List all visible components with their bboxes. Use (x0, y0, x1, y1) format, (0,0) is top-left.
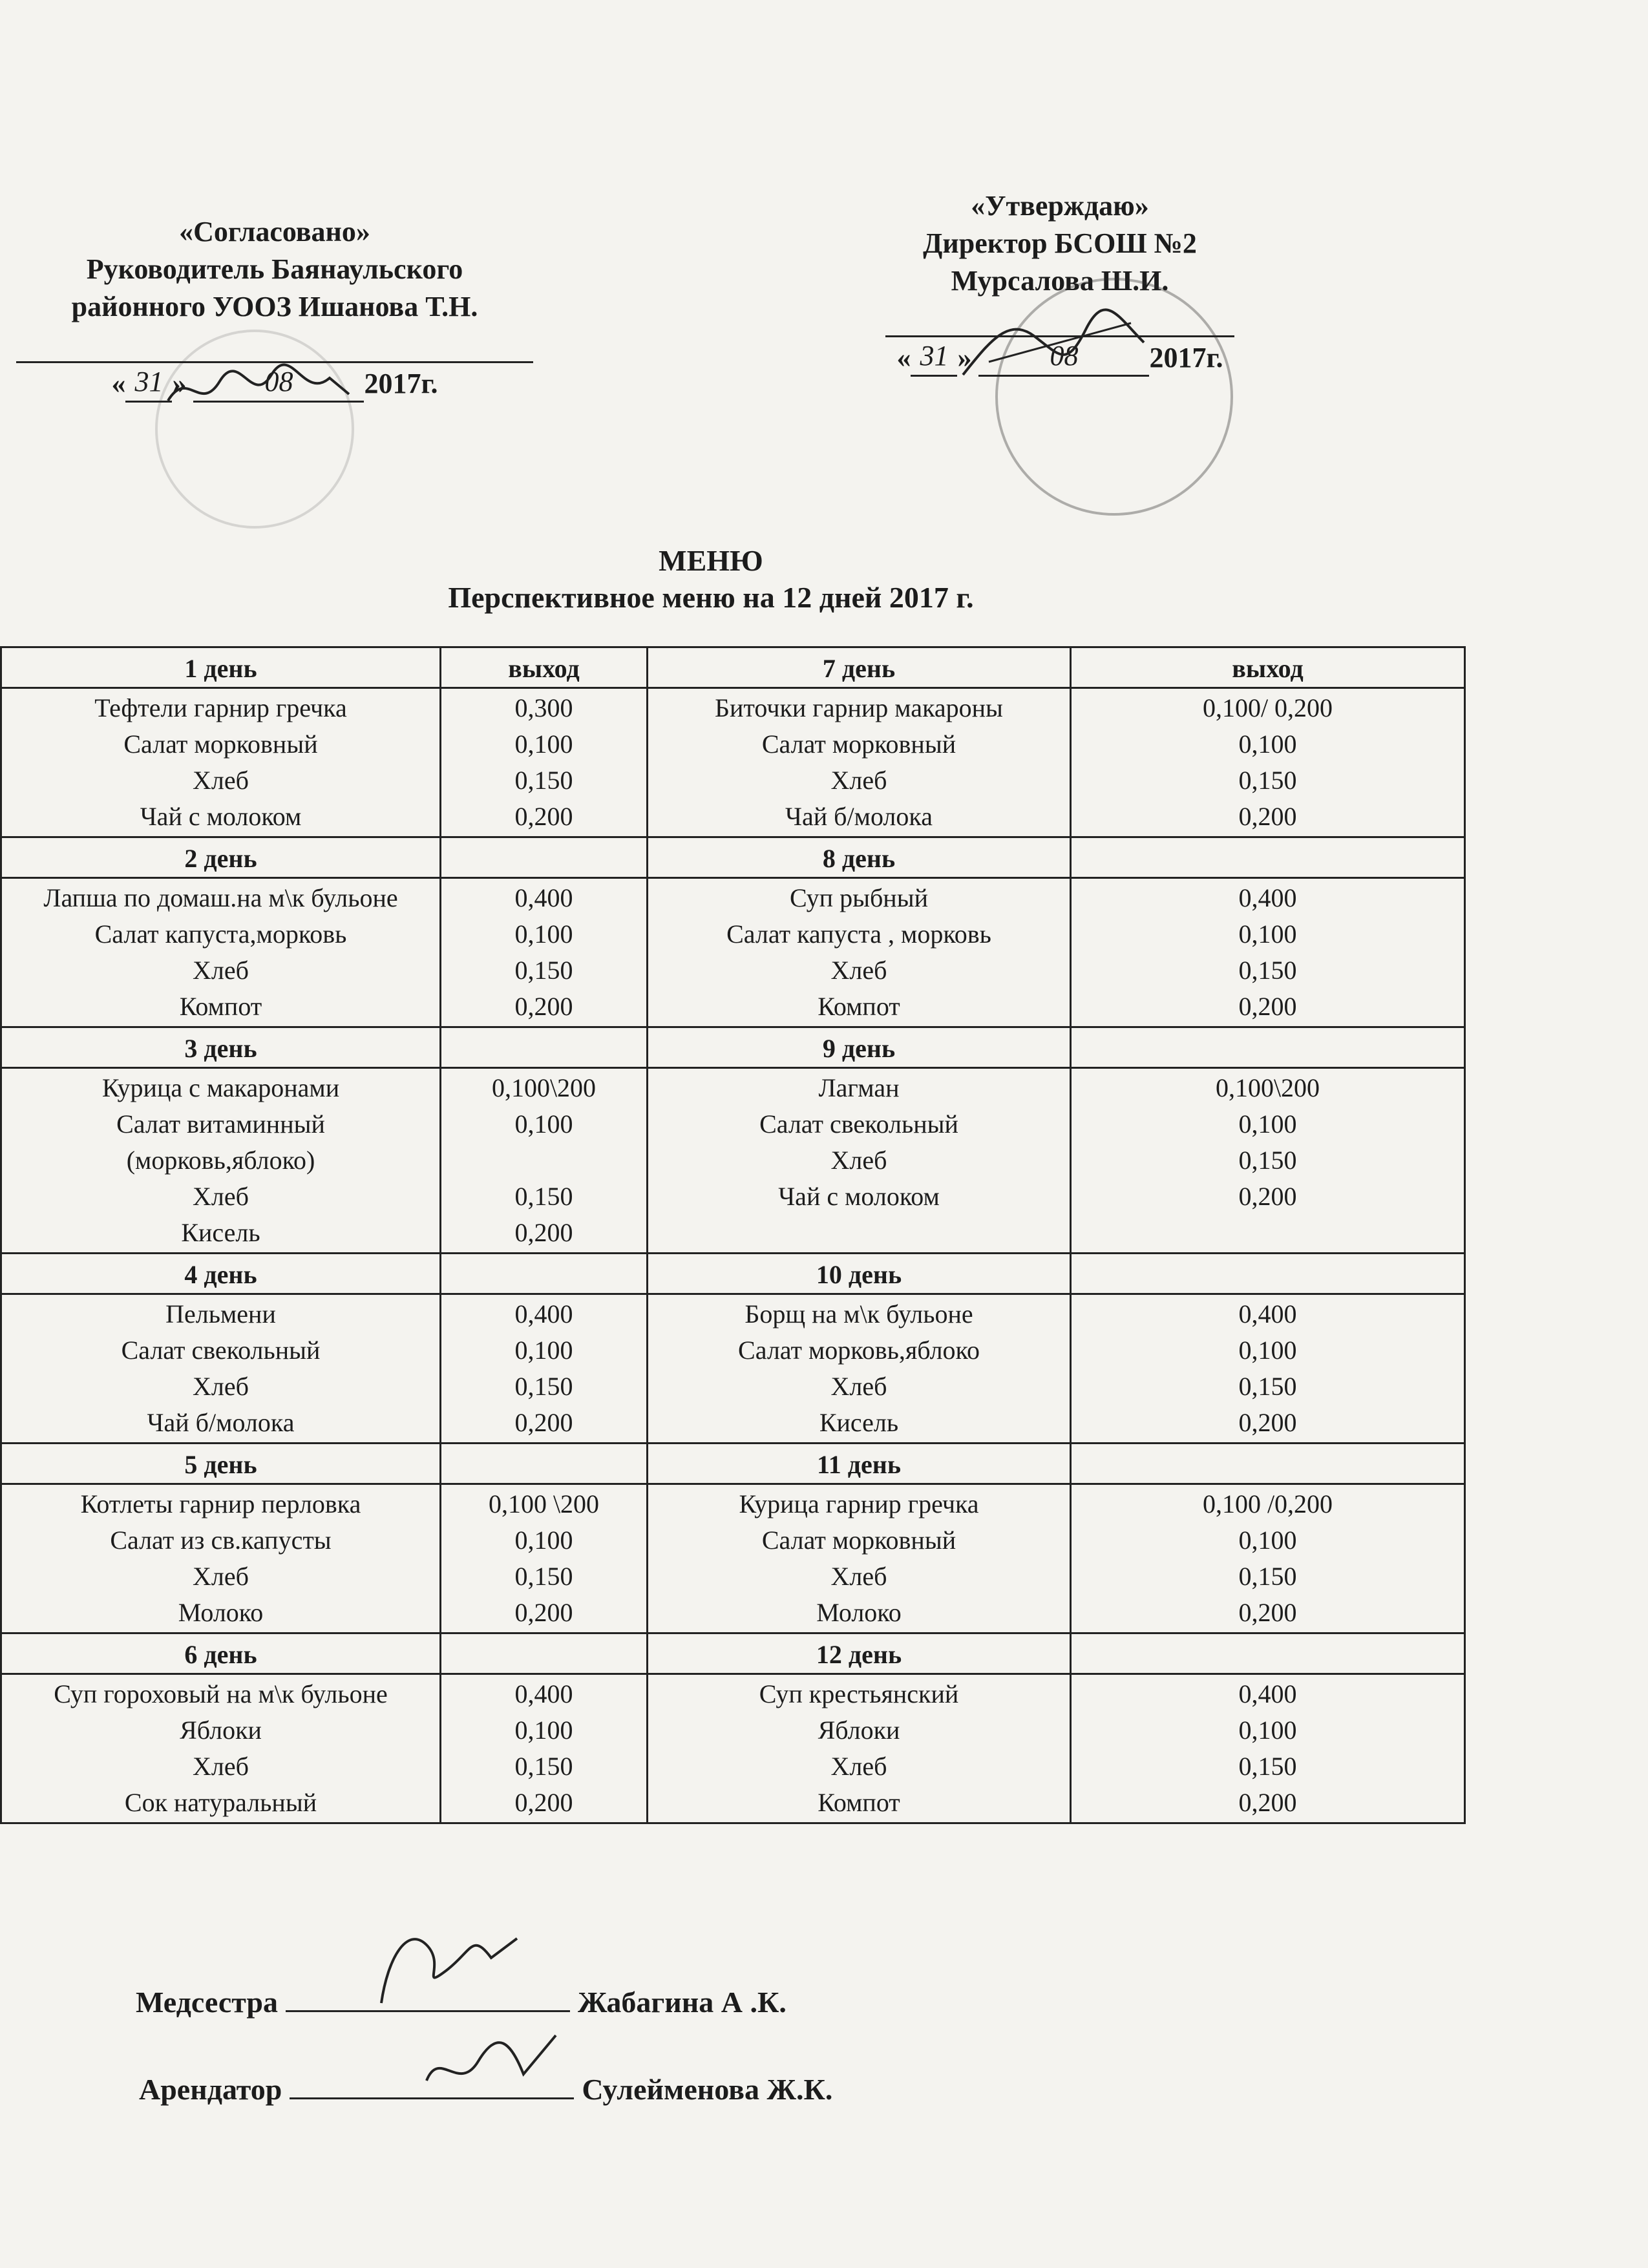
output-list-cell (441, 688, 648, 837)
menu-dish: Сок натуральный (124, 1788, 317, 1817)
empty-cell (441, 1254, 648, 1294)
menu-dish: Хлеб (193, 766, 249, 795)
table-row (1, 878, 1465, 1027)
menu-dish: Лагман (818, 1073, 900, 1102)
menu-dish: Тефтели гарнир гречка (94, 693, 347, 722)
table-row (1, 1254, 1465, 1294)
menu-dish: Хлеб (830, 1562, 887, 1591)
document-title: МЕНЮ (659, 544, 763, 577)
menu-dish: Компот (179, 992, 262, 1021)
menu-output-value: 0,200 (514, 992, 573, 1021)
menu-dish: Лапша по домаш.на м\к бульоне (43, 883, 398, 912)
menu-output-value: 0,100\200 (491, 1073, 597, 1102)
menu-output-value: 0,150 (514, 766, 573, 795)
menu-dish: Хлеб (830, 1146, 887, 1175)
menu-dish: Чай с молоком (778, 1182, 940, 1211)
signature-blank (290, 2068, 574, 2099)
menu-dish: Салат морковный (761, 1526, 956, 1555)
menu-dish: Суп крестьянский (759, 1679, 959, 1708)
day-label: 5 день (1, 1444, 441, 1484)
menu-dish: Салат свекольный (759, 1109, 958, 1139)
menu-output-value: 0,150 (514, 1372, 573, 1401)
menu-dish: Компот (818, 992, 900, 1021)
menu-dish: Салат морковный (761, 730, 956, 759)
day-label: 9 день (648, 1027, 1071, 1068)
menu-dish: Салат капуста,морковь (94, 919, 347, 949)
day-label: 8 день (648, 837, 1071, 878)
menu-output-value: 0,200 (514, 1218, 573, 1247)
menu-dish: Биточки гарнир макароны (715, 693, 1003, 722)
empty-cell (1071, 837, 1465, 878)
menu-dish: Пельмени (165, 1299, 276, 1328)
menu-output-value: 0,200 (1238, 992, 1297, 1021)
dish-list-cell (1, 1068, 441, 1254)
dish-list-cell (648, 688, 1071, 837)
menu-output-value: 0,200 (514, 1598, 573, 1627)
menu-output-value: 0,300 (514, 693, 573, 722)
dish-list-cell (1, 688, 441, 837)
menu-dish: Компот (818, 1788, 900, 1817)
menu-dish: Хлеб (193, 956, 249, 985)
dish-list-cell (1, 1674, 441, 1823)
menu-output-value: 0,100 (1238, 1109, 1297, 1139)
signature-blank (286, 1980, 570, 2012)
day-label: 4 день (1, 1254, 441, 1294)
menu-output-value: 0,200 (1238, 1408, 1297, 1437)
menu-output-value: 0,400 (1238, 1299, 1297, 1328)
day-label: 7 день (648, 647, 1071, 688)
dish-list-cell (1, 1484, 441, 1633)
menu-output-value (445, 1142, 642, 1179)
approval-date: « 31 » 08 2017г. (834, 337, 1286, 377)
menu-dish: Курица с макаронами (101, 1073, 340, 1102)
menu-dish: Хлеб (830, 956, 887, 985)
date-year: 2017г. (364, 368, 438, 399)
menu-dish: Молоко (816, 1598, 902, 1627)
menu-output-value: 0,150 (514, 1752, 573, 1781)
menu-dish: Салат морковь,яблоко (738, 1336, 980, 1365)
empty-cell (1071, 1444, 1465, 1484)
table-row (1, 837, 1465, 878)
menu-output-value: 0,400 (1238, 1679, 1297, 1708)
menu-dish: Чай б/молока (147, 1408, 295, 1437)
empty-cell (1071, 1633, 1465, 1674)
date-day: 31 (125, 363, 172, 403)
menu-dish: Салат из св.капусты (110, 1526, 332, 1555)
output-column-header: выход (441, 647, 648, 688)
menu-output-value: 0,200 (1238, 1788, 1297, 1817)
menu-dish: Кисель (181, 1218, 260, 1247)
nurse-signature-line (136, 1980, 787, 2019)
menu-dish: Хлеб (830, 1372, 887, 1401)
output-list-cell (441, 1294, 648, 1444)
menu-output-value: 0,150 (514, 956, 573, 985)
day-label: 2 день (1, 837, 441, 878)
menu-output-value: 0,150 (514, 1562, 573, 1591)
menu-dish: Хлеб (830, 766, 887, 795)
menu-dish: Яблоки (818, 1716, 900, 1745)
approval-title: «Утверждаю» (971, 190, 1149, 222)
approval-line: Директор БСОШ №2 (923, 227, 1197, 259)
menu-output-value: 0,150 (514, 1182, 573, 1211)
menu-output-value: 0,100 \200 (488, 1489, 600, 1518)
day-label: 3 день (1, 1027, 441, 1068)
menu-output-value: 0,100 (1238, 1716, 1297, 1745)
menu-dish: Салат капуста , морковь (726, 919, 991, 949)
table-row (1, 1068, 1465, 1254)
table-row (1, 1294, 1465, 1444)
approval-date: « 31 » 08 2017г. (0, 363, 549, 403)
output-list-cell (1071, 878, 1465, 1027)
output-column-header: выход (1071, 647, 1465, 688)
menu-dish: (морковь,яблоко) (126, 1146, 315, 1175)
table-row (1, 1674, 1465, 1823)
menu-dish: Салат морковный (123, 730, 318, 759)
table-row (1, 1027, 1465, 1068)
table-row (1, 647, 1465, 688)
day-label: 10 день (648, 1254, 1071, 1294)
empty-cell (1071, 1254, 1465, 1294)
menu-dish: Борщ на м\к бульоне (745, 1299, 973, 1328)
date-month: 08 (978, 337, 1149, 377)
menu-output-value: 0,200 (1238, 802, 1297, 831)
nurse-name: Жабагина А .К. (578, 1986, 787, 2019)
approval-line: районного УООЗ Ишанова Т.Н. (71, 291, 478, 322)
day-label: 12 день (648, 1633, 1071, 1674)
menu-dish: Котлеты гарнир перловка (80, 1489, 361, 1518)
menu-output-value: 0,200 (1238, 1182, 1297, 1211)
menu-output-value: 0,150 (1238, 1752, 1297, 1781)
menu-output-value: 0,100 (514, 1336, 573, 1365)
output-list-cell (1071, 1294, 1465, 1444)
dish-list-cell (648, 1294, 1071, 1444)
menu-output-value: 0,150 (1238, 766, 1297, 795)
output-list-cell (441, 1484, 648, 1633)
dish-list-cell (648, 1068, 1071, 1254)
day-label: 11 день (648, 1444, 1071, 1484)
empty-cell (441, 1027, 648, 1068)
menu-output-value: 0,100 (514, 1716, 573, 1745)
table-row (1, 1633, 1465, 1674)
day-label: 6 день (1, 1633, 441, 1674)
output-list-cell (1071, 688, 1465, 837)
day-label: 1 день (1, 647, 441, 688)
menu-dish: Кисель (819, 1408, 899, 1437)
output-list-cell (441, 878, 648, 1027)
table-row (1, 1484, 1465, 1633)
dish-list-cell (648, 1674, 1071, 1823)
empty-cell (441, 837, 648, 878)
output-list-cell (441, 1068, 648, 1254)
menu-dish: Хлеб (193, 1562, 249, 1591)
menu-dish: Яблоки (180, 1716, 262, 1745)
date-year: 2017г. (1149, 342, 1223, 373)
menu-dish: Хлеб (193, 1182, 249, 1211)
seal-stamp (995, 278, 1233, 516)
menu-output-value: 0,400 (1238, 883, 1297, 912)
menu-dish: Чай с молоком (140, 802, 302, 831)
menu-dish: Хлеб (193, 1372, 249, 1401)
menu-dish: Молоко (178, 1598, 264, 1627)
dish-list-cell (1, 878, 441, 1027)
empty-cell (441, 1444, 648, 1484)
empty-cell (441, 1633, 648, 1674)
tenant-signature-line (139, 2068, 832, 2106)
menu-output-value: 0,100\200 (1215, 1073, 1320, 1102)
menu-output-value: 0,150 (1238, 1372, 1297, 1401)
menu-output-value: 0,100 (514, 1526, 573, 1555)
dish-list-cell (648, 878, 1071, 1027)
menu-table (0, 646, 1466, 1824)
approval-line: Мурсалова Ш.И. (951, 265, 1169, 297)
menu-output-value: 0,100 (1238, 1336, 1297, 1365)
menu-output-value: 0,400 (514, 1679, 573, 1708)
menu-output-value: 0,100/ 0,200 (1202, 693, 1333, 722)
menu-output-value: 0,100 (514, 919, 573, 949)
date-month: 08 (193, 363, 364, 403)
menu-output-value: 0,150 (1238, 1146, 1297, 1175)
menu-output-value: 0,400 (514, 1299, 573, 1328)
nurse-label: Медсестра (136, 1986, 279, 2019)
output-list-cell (441, 1674, 648, 1823)
menu-dish: Суп рыбный (789, 883, 928, 912)
menu-dish: Курица гарнир гречка (739, 1489, 979, 1518)
output-list-cell (1071, 1068, 1465, 1254)
menu-output-value: 0,100 (1238, 919, 1297, 949)
table-row (1, 1444, 1465, 1484)
tenant-name: Сулейменова Ж.К. (582, 2073, 833, 2106)
menu-output-value: 0,100 (514, 1109, 573, 1139)
menu-output-value: 0,400 (514, 883, 573, 912)
menu-dish: Чай б/молока (785, 802, 933, 831)
menu-output-value: 0,150 (1238, 956, 1297, 985)
menu-output-value: 0,200 (1238, 1598, 1297, 1627)
dish-list-cell (1, 1294, 441, 1444)
menu-output-value: 0,150 (1238, 1562, 1297, 1591)
output-list-cell (1071, 1484, 1465, 1633)
approval-line: Руководитель Баянаульского (86, 253, 463, 285)
table-row (1, 688, 1465, 837)
document-subtitle: Перспективное меню на 12 дней 2017 г. (448, 581, 974, 614)
menu-output-value: 0,200 (514, 802, 573, 831)
menu-output-value: 0,100 (1238, 1526, 1297, 1555)
menu-dish: Хлеб (193, 1752, 249, 1781)
menu-table-body (1, 647, 1465, 1823)
menu-output-value: 0,100 (1238, 730, 1297, 759)
menu-output-value: 0,100 (514, 730, 573, 759)
menu-dish: Хлеб (830, 1752, 887, 1781)
menu-dish: Салат витаминный (116, 1109, 325, 1139)
seal-stamp (155, 330, 354, 529)
menu-dish: Салат свекольный (121, 1336, 321, 1365)
empty-cell (1071, 1027, 1465, 1068)
approval-title: «Согласовано» (179, 216, 370, 247)
tenant-label: Арендатор (139, 2073, 282, 2106)
menu-dish: Суп гороховый на м\к бульоне (54, 1679, 388, 1708)
output-list-cell (1071, 1674, 1465, 1823)
menu-output-value: 0,200 (514, 1788, 573, 1817)
dish-list-cell (648, 1484, 1071, 1633)
date-day: 31 (911, 337, 957, 377)
menu-output-value: 0,100 /0,200 (1202, 1489, 1333, 1518)
menu-output-value: 0,200 (514, 1408, 573, 1437)
